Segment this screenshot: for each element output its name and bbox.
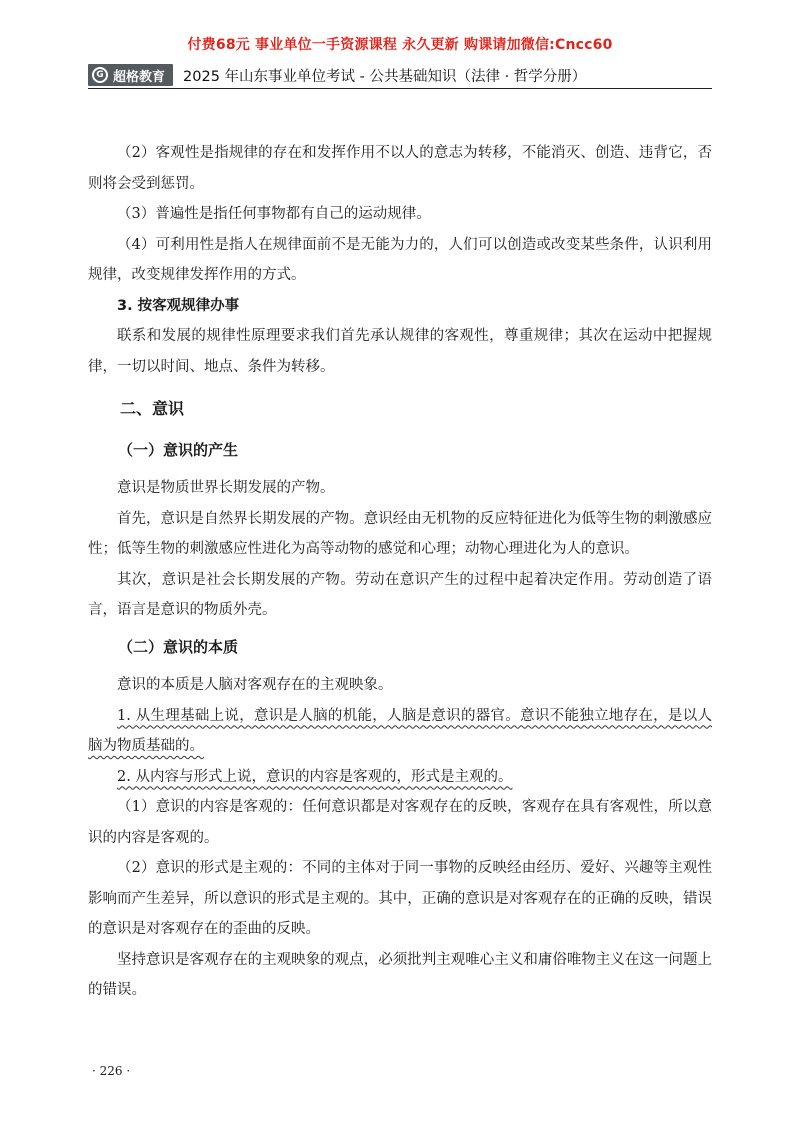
paragraph: （2）客观性是指规律的存在和发挥作用不以人的意志为转移，不能消灭、创造、违背它，否则将会受到惩罚。 [88, 145, 712, 192]
paragraph: 意识是物质世界长期发展的产物。 [117, 480, 335, 496]
underlined-text: 2. 从内容与形式上说，意识的内容是客观的，形式是主观的。 [117, 768, 513, 785]
paragraph: （1）意识的内容是客观的：任何意识都是对客观存在的反映，客观存在具有客观性，所以意识的内容是客观的。 [88, 799, 712, 846]
promo-banner: 付费68元 事业单位一手资源课程 永久更新 购课请加微信:Cncc60 [187, 37, 613, 53]
paragraph: 坚持意识是客观存在的主观映象的观点，必须批判主观唯心主义和庸俗唯物主义在这一问题上的错误。 [88, 951, 712, 998]
publisher-logo [88, 64, 173, 86]
paragraph: 其次，意识是社会长期发展的产物。劳动在意识产生的过程中起着决定作用。劳动创造了语言，语言是意识的物质外壳。 [88, 571, 712, 618]
header-title: 2025 年山东事业单位考试 - 公共基础知识（法律 · 哲学分册） [183, 68, 587, 85]
page-body [88, 138, 712, 1006]
page-header [88, 62, 712, 89]
subheading: 3. 按客观规律办事 [117, 297, 240, 314]
paragraph: 意识的本质是人脑对客观存在的主观映象。 [117, 677, 393, 693]
subsection-heading: （一）意识的产生 [118, 440, 239, 459]
paragraph: 首先，意识是自然界长期发展的产物。意识经由无机物的反应特征进化为低等生物的刺激感应性；低等生物的刺激感应性进化为高等动物的感觉和心理；动物心理进化为人的意识。 [88, 510, 712, 557]
underlined-text: 1. 从生理基础上说，意识是人脑的机能，人脑是意识的器官。意识不能独立地存在，是以人脑为物质基础的。 [88, 707, 712, 754]
page-number: · 226 · [92, 1064, 131, 1078]
paragraph-underlined [88, 762, 712, 793]
paragraph-underlined [88, 701, 712, 762]
logo-icon: G [92, 67, 108, 83]
paragraph: （3）普遍性是指任何事物都有自己的运动规律。 [117, 206, 431, 222]
section-heading: 二、意识 [120, 399, 185, 418]
paragraph: （4）可利用性是指人在规律面前不是无能为力的，人们可以创造或改变某些条件，认识利用规律，改变规律发挥作用的方式。 [88, 236, 712, 283]
logo-text: 超格教育 [113, 69, 166, 85]
subsection-heading: （二）意识的本质 [118, 637, 239, 656]
paragraph: 联系和发展的规律性原理要求我们首先承认规律的客观性，尊重规律；其次在运动中把握规律，一切以时间、地点、条件为转移。 [88, 328, 712, 375]
paragraph: （2）意识的形式是主观的：不同的主体对于同一事物的反映经由经历、爱好、兴趣等主观性影响而产生差异，所以意识的形式是主观的。其中，正确的意识是对客观存在的正确的反映，错误的意识是对客观存在的歪曲的反映。 [88, 860, 712, 937]
